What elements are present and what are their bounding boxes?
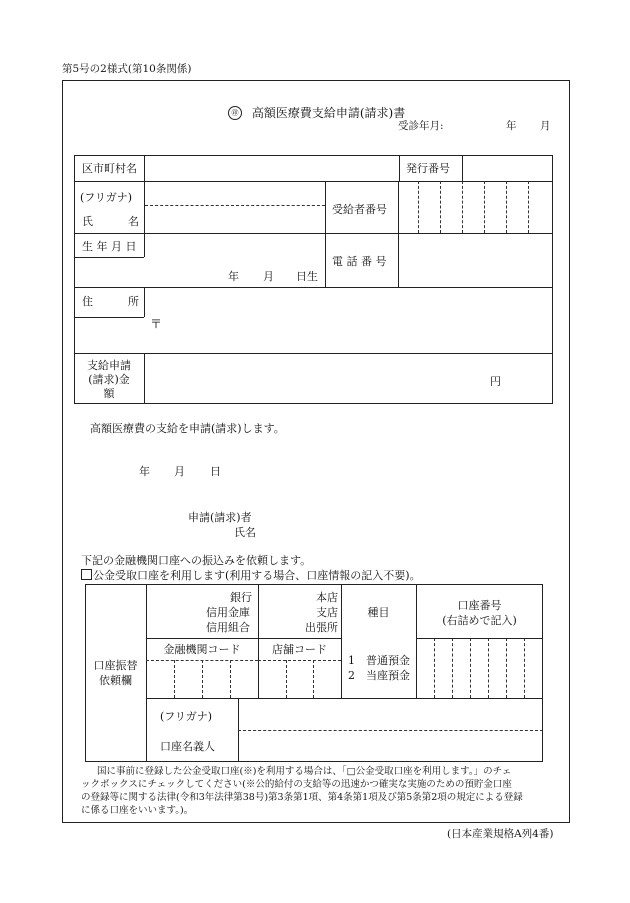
account-number-label-2: (右詰めで記入) (442, 614, 517, 627)
bank-section-label-1: 口座振替 (93, 659, 138, 672)
applicant-name-label: 氏名 (234, 526, 256, 539)
amount-label-2: (請求)金 (88, 373, 130, 386)
account-holder-field[interactable] (239, 699, 542, 761)
account-type-label: 種目 (367, 606, 390, 619)
issue-number-label: 発行番号 (406, 162, 450, 175)
footnote-line-4: に係る口座をいいます。)。 (81, 805, 194, 816)
address-label-b: 所 (128, 295, 139, 308)
municipality-label: 区市町村名 (82, 162, 137, 175)
public-account-row (81, 569, 421, 581)
declaration-year: 年 (139, 465, 150, 478)
postal-mark-icon: 〒 (150, 317, 163, 331)
account-type-ordinary: 1 普通預金 (348, 654, 410, 667)
declaration-text: 高額医療費の支給を申請(請求)します。 (90, 422, 285, 435)
public-account-checkbox[interactable] (81, 569, 92, 580)
issue-number-field[interactable] (463, 156, 552, 181)
birth-year-unit: 年 (228, 270, 239, 283)
bank-code-label: 金融機関コード (163, 643, 241, 656)
exam-month-label: 受診年月: (398, 120, 444, 132)
seal-icon: ㊞ (228, 106, 242, 120)
exam-month-unit: 月 (540, 120, 551, 132)
declaration-day: 日 (210, 465, 221, 478)
footnote-line-2: ックボックスにチェックしてください(※公的給付の支給等の迅速かつ確実な実施のための預貯金口座 (81, 779, 512, 790)
address-label-a: 住 (82, 295, 93, 308)
birth-date-field[interactable] (145, 234, 325, 287)
birth-day-unit: 日生 (296, 270, 318, 283)
form-number: 第5号の2様式(第10条関係) (62, 63, 192, 75)
phone-label: 電 話 番 号 (332, 255, 387, 268)
birth-month-unit: 月 (263, 270, 274, 283)
declaration-month: 月 (174, 465, 185, 478)
footnote-line-3: の登録等に関する法律(令和3年法律第38号)第3条第1項、第4条第1項及び第5条第2項の規定による登録 (81, 792, 523, 803)
name-field[interactable] (145, 182, 325, 233)
name-label-b: 名 (128, 215, 139, 228)
branch-type-branch: 支店 (316, 606, 338, 619)
bank-type-credit-union: 信用組合 (206, 621, 250, 634)
account-number-label-1: 口座番号 (457, 599, 502, 612)
footnote-line-1: 国に事前に登録した公金受取口座(※)を利用する場合は、「□公金受取口座を利用します。」のチェ (97, 766, 512, 777)
bank-type-credit-bank: 信用金庫 (206, 606, 250, 619)
recipient-number-field[interactable] (399, 182, 552, 233)
bank-intro-text: 下記の金融機関口座への振込みを依頼します。 (81, 554, 312, 567)
amount-label-3: 額 (103, 387, 115, 400)
exam-year-label: 年 (506, 120, 517, 132)
holder-furigana-label: (フリガナ) (160, 710, 213, 723)
bank-type-bank: 銀行 (230, 591, 252, 604)
amount-field[interactable] (145, 354, 552, 404)
yen-unit: 円 (490, 375, 501, 388)
form-title: 高額医療費支給申請(請求)書 (251, 105, 406, 120)
form-title-row (228, 106, 405, 120)
phone-field[interactable] (399, 234, 552, 287)
account-holder-label: 口座名義人 (160, 740, 215, 753)
municipality-field[interactable] (145, 156, 399, 181)
bank-section-label-2: 依頼欄 (99, 674, 132, 687)
branch-type-head: 本店 (316, 591, 338, 604)
branch-code-label: 店舗コード (272, 643, 327, 656)
applicant-label: 申請(請求)者 (188, 511, 252, 524)
branch-type-sub: 出張所 (305, 621, 338, 634)
amount-label-1: 支給申請 (87, 359, 131, 372)
furigana-label: (フリガナ) (80, 191, 133, 204)
name-label-a: 氏 (82, 215, 93, 228)
jis-note: (日本産業規格A列4番) (447, 828, 554, 840)
address-field[interactable] (145, 288, 552, 353)
public-account-label: 公金受取口座を利用します(利用する場合、口座情報の記入不要)。 (93, 569, 421, 582)
birth-date-label: 生 年 月 日 (82, 240, 137, 253)
recipient-number-label: 受給者番号 (332, 203, 387, 216)
account-type-current: 2 当座預金 (348, 669, 410, 682)
